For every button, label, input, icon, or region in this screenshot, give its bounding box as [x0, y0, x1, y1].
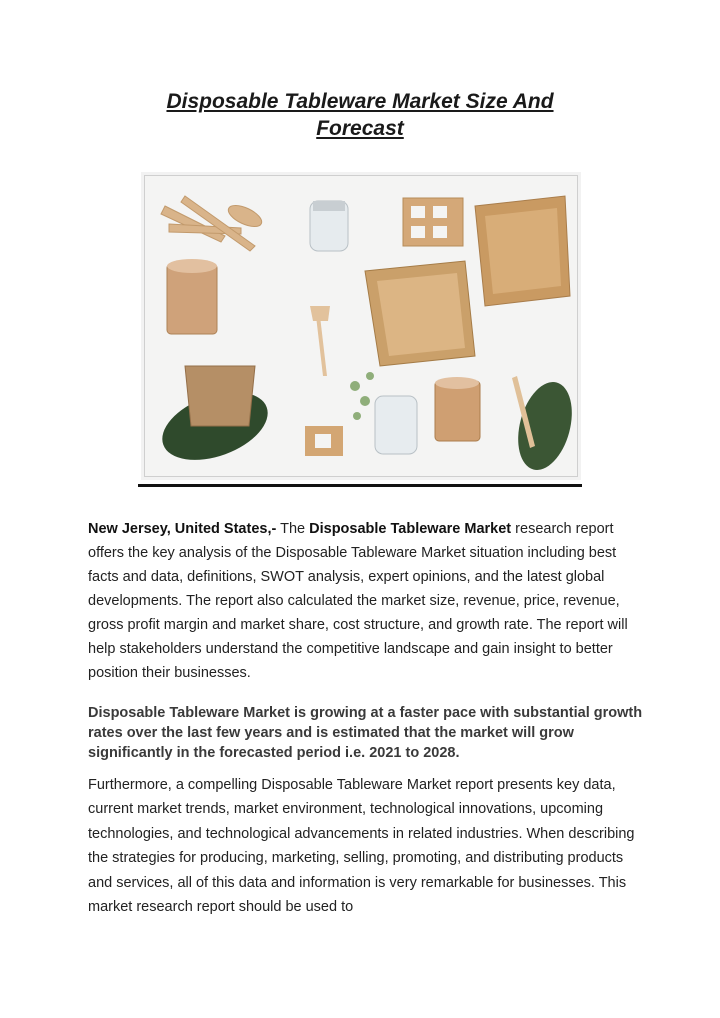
- document-title: [0, 88, 720, 142]
- divider-rule: [138, 484, 582, 487]
- location-text: New Jersey, United States,-: [88, 521, 277, 537]
- intro-the: The: [280, 521, 306, 537]
- title-line-2: Forecast: [316, 117, 404, 140]
- tableware-illustration: [145, 176, 577, 476]
- glass-jar-icon: [310, 201, 348, 251]
- intro-paragraph: [88, 517, 648, 685]
- body-paragraph: Furthermore, a compelling Disposable Tableware Market report presents key data, current market trends, market environment, technological innovations, upcoming technologies, and technological advancements in related industries. When describing the strategies for producing, marketing, selling, promoting, and distributing products and services, all of this data and information is very remarkable for businesses. This market research report should be used to: [88, 777, 635, 916]
- market-name: Disposable Tableware Market: [309, 521, 512, 537]
- highlight-paragraph: Disposable Tableware Market is growing at a faster pace with substantial growth rates over the last few years and is estimated that the market will grow significantly in the forecasted period i.e. 2021 to 2028.: [88, 705, 643, 761]
- intro-rest: research report offers the key analysis of the Disposable Tableware Market situation including best facts and data, definitions, SWOT analysis, expert opinions, and the latest global developments. The report also calculated the market size, revenue, price, revenue, gross profit margin and market share, cost structure, and growth rate. The report will help stakeholders understand the competitive landscape and gain insight to better position their businesses.: [88, 521, 628, 681]
- title-line-1: Disposable Tableware Market Size And: [166, 90, 554, 113]
- product-photo: [144, 175, 578, 477]
